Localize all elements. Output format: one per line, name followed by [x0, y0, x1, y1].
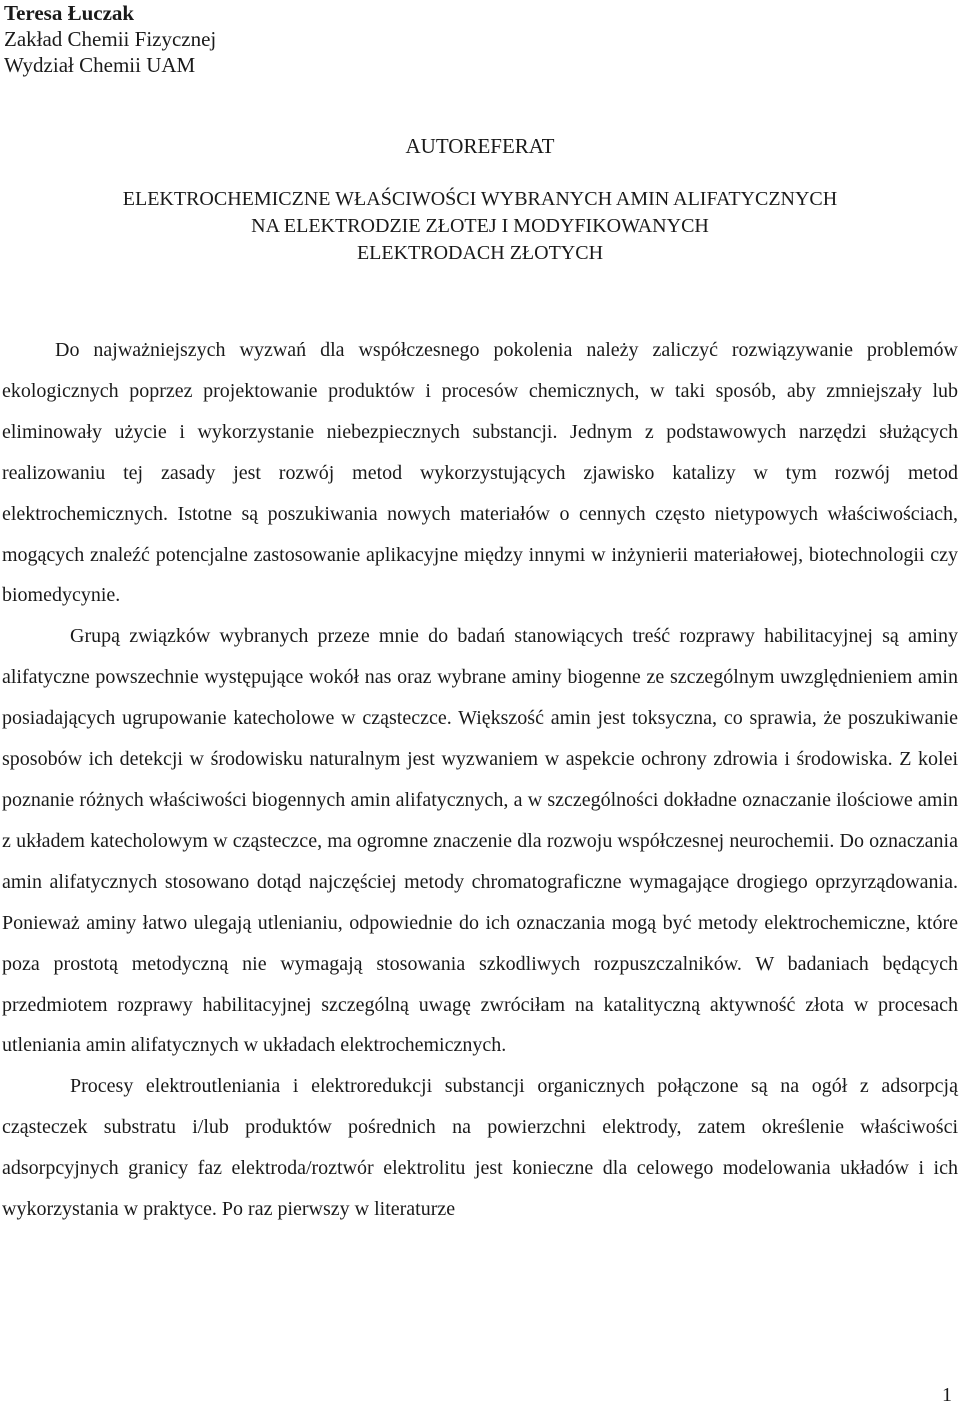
document-header: [4, 0, 216, 78]
document-title: [0, 186, 960, 267]
faculty-name: Wydział Chemii UAM: [4, 53, 196, 77]
paragraph: Grupą związków wybranych przeze mnie do badań stanowiących treść rozprawy habilitacyjnej są aminy alifatyczne powszechnie występujące wokół nas oraz wybrane aminy biogenne ze szczególnym uwzględnieniem amin posiadających ugrupowanie katecholowe w cząsteczce. Większość amin jest toksyczna, co sprawia, że poszukiwanie sposobów ich detekcji w środowisku naturalnym jest wyzwaniem w aspekcie ochrony zdrowia i środowiska. Z kolei poznanie różnych właściwości biogennych amin alifatycznych, a w szczególności dokładne oznaczanie ilościowe amin z układem katecholowym w cząsteczce, ma ogromne znaczenie dla rozwoju współczesnej neurochemii. Do oznaczania amin alifatycznych stosowano dotąd najczęściej metody chromatograficzne wymagające drogiego oprzyrządowania. Ponieważ aminy łatwo ulegają utlenianiu, odpowiednie do ich oznaczania mogą być metody elektrochemiczne, które poza prostotą metodyczną nie wymagają stosowania szkodliwych rozpuszczalników. W badaniach będących przedmiotem rozprawy habilitacyjnej szczególną uwagę zwróciłam na katalityczną aktywność złota w procesach utleniania amin alifatycznych w układach elektrochemicznych.: [2, 625, 958, 1057]
page-number: 1: [942, 1384, 952, 1406]
author-name: Teresa Łuczak: [4, 1, 135, 25]
department-name: Zakład Chemii Fizycznej: [4, 27, 217, 51]
title-line: NA ELEKTRODZIE ZŁOTEJ I MODYFIKOWANYCH: [251, 215, 709, 237]
title-line: ELEKTROCHEMICZNE WŁAŚCIWOŚCI WYBRANYCH AMIN ALIFATYCZNYCH: [122, 188, 838, 210]
paragraph: Procesy elektroutleniania i elektroredukcji substancji organicznych połączone są na ogół z adsorpcją cząsteczek substratu i/lub produktów pośrednich na powierzchni elektrody, zatem określenie właściwości adsorpcyjnych granicy faz elektroda/roztwór elektrolitu jest konieczne dla celowego modelowania układów i ich wykorzystania w praktyce. Po raz pierwszy w literaturze: [2, 1075, 958, 1221]
title-line: ELEKTRODACH ZŁOTYCH: [356, 242, 604, 264]
document-type: AUTOREFERAT: [405, 134, 555, 158]
paragraph: Do najważniejszych wyzwań dla współczesnego pokolenia należy zaliczyć rozwiązywanie problemów ekologicznych poprzez projektowanie produktów i procesów chemicznych, w taki sposób, aby zmniejszały lub eliminowały użycie i wykorzystanie niebezpiecznych substancji. Jednym z podstawowych narzędzi służących realizowaniu tej zasady jest rozwój metod wykorzystujących zjawisko katalizy w tym rozwój metod elektrochemicznych. Istotne są poszukiwania nowych materiałów o cennych często nietypowych właściwościach, mogących znaleźć potencjalne zastosowanie aplikacyjne między innymi w inżynierii materiałowej, biotechnologii czy biomedycynie.: [2, 339, 958, 607]
document-body: [2, 330, 958, 1230]
